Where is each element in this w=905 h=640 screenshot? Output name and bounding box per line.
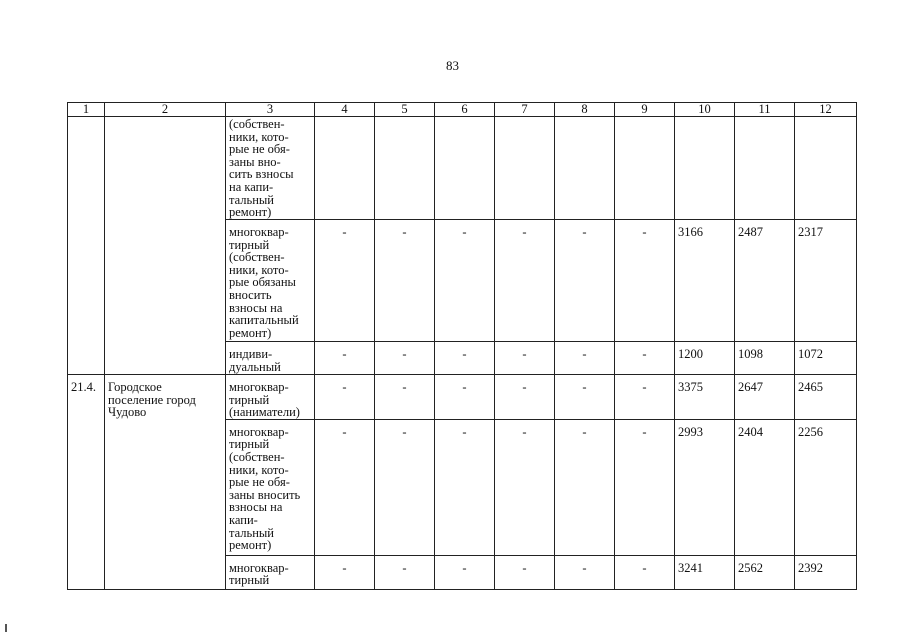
- value-cell: -: [435, 375, 495, 420]
- housing-type-cell: многоквар- тирный (наниматели): [226, 375, 315, 420]
- value-cell: 1200: [675, 342, 735, 375]
- value-cell: -: [615, 220, 675, 342]
- value-cell: -: [495, 220, 555, 342]
- value-cell: 2647: [735, 375, 795, 420]
- header-cell: 9: [615, 103, 675, 117]
- value-cell: [615, 117, 675, 220]
- value-cell: -: [375, 375, 435, 420]
- value-cell: -: [435, 220, 495, 342]
- value-cell: 2256: [795, 419, 857, 555]
- header-cell: 4: [315, 103, 375, 117]
- table-row: [68, 375, 857, 420]
- settlement-cell: [105, 117, 226, 375]
- row-number-cell: [68, 117, 105, 375]
- value-cell: -: [555, 375, 615, 420]
- housing-type-cell: многоквар- тирный: [226, 555, 315, 589]
- value-cell: [735, 117, 795, 220]
- value-cell: -: [315, 220, 375, 342]
- housing-type-cell: многоквар- тирный (собствен- ники, кото- рые обязаны вносить взносы на капитальный ремонт): [226, 220, 315, 342]
- row-number-cell: 21.4.: [68, 375, 105, 590]
- table-header-row: [68, 103, 857, 117]
- value-cell: [315, 117, 375, 220]
- value-cell: -: [495, 342, 555, 375]
- value-cell: -: [375, 220, 435, 342]
- value-cell: -: [375, 555, 435, 589]
- value-cell: -: [615, 342, 675, 375]
- value-cell: -: [315, 375, 375, 420]
- header-cell: 6: [435, 103, 495, 117]
- value-cell: 2993: [675, 419, 735, 555]
- housing-type-cell: многоквар- тирный (собствен- ники, кото- рые не обя- заны вносить взносы на капи- тальный ремонт): [226, 419, 315, 555]
- value-cell: [495, 117, 555, 220]
- value-cell: [375, 117, 435, 220]
- header-cell: 7: [495, 103, 555, 117]
- value-cell: [555, 117, 615, 220]
- header-cell: 1: [68, 103, 105, 117]
- value-cell: 3166: [675, 220, 735, 342]
- value-cell: -: [495, 555, 555, 589]
- value-cell: 1072: [795, 342, 857, 375]
- value-cell: -: [555, 342, 615, 375]
- value-cell: -: [495, 419, 555, 555]
- housing-type-cell: (собствен- ники, кото- рые не обя- заны вно- сить взносы на капи- тальный ремонт): [226, 117, 315, 220]
- value-cell: 3241: [675, 555, 735, 589]
- settlement-cell: Городское поселение город Чудово: [105, 375, 226, 590]
- value-cell: [675, 117, 735, 220]
- value-cell: -: [615, 419, 675, 555]
- header-cell: 3: [226, 103, 315, 117]
- scan-mark: [5, 624, 7, 632]
- value-cell: -: [615, 375, 675, 420]
- value-cell: -: [615, 555, 675, 589]
- header-cell: 12: [795, 103, 857, 117]
- value-cell: 1098: [735, 342, 795, 375]
- value-cell: -: [555, 555, 615, 589]
- header-cell: 10: [675, 103, 735, 117]
- value-cell: -: [555, 419, 615, 555]
- value-cell: -: [315, 555, 375, 589]
- value-cell: 3375: [675, 375, 735, 420]
- value-cell: -: [315, 342, 375, 375]
- value-cell: -: [435, 419, 495, 555]
- value-cell: [795, 117, 857, 220]
- value-cell: [435, 117, 495, 220]
- value-cell: -: [315, 419, 375, 555]
- header-cell: 8: [555, 103, 615, 117]
- page-number: 83: [446, 58, 459, 73]
- header-cell: 5: [375, 103, 435, 117]
- value-cell: -: [375, 419, 435, 555]
- value-cell: 2317: [795, 220, 857, 342]
- table-row: [68, 117, 857, 220]
- value-cell: -: [435, 555, 495, 589]
- value-cell: -: [555, 220, 615, 342]
- value-cell: 2465: [795, 375, 857, 420]
- value-cell: -: [435, 342, 495, 375]
- header-cell: 11: [735, 103, 795, 117]
- value-cell: 2392: [795, 555, 857, 589]
- value-cell: 2487: [735, 220, 795, 342]
- value-cell: 2562: [735, 555, 795, 589]
- header-cell: 2: [105, 103, 226, 117]
- value-cell: -: [495, 375, 555, 420]
- tariff-table: [67, 102, 857, 590]
- value-cell: -: [375, 342, 435, 375]
- housing-type-cell: индиви- дуальный: [226, 342, 315, 375]
- value-cell: 2404: [735, 419, 795, 555]
